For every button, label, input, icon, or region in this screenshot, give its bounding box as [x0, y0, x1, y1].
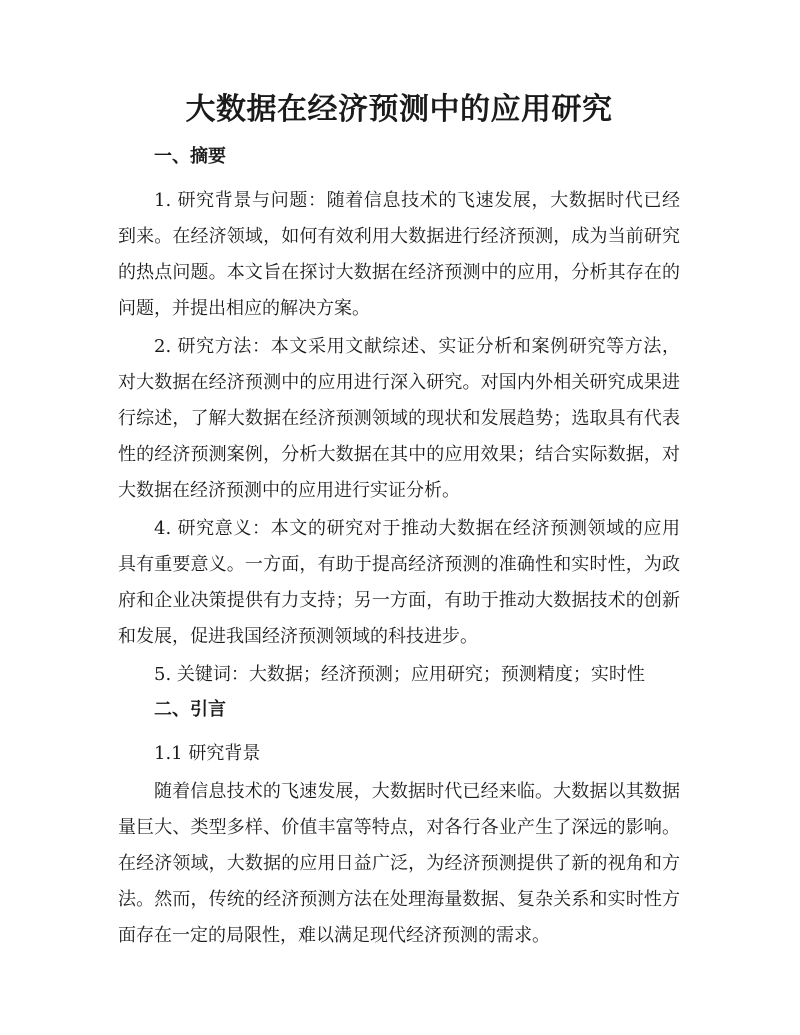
- abstract-paragraph-background: 1. 研究背景与问题：随着信息技术的飞速发展，大数据时代已经到来。在经济领域，如何有效利用大数据进行经济预测，成为当前研究的热点问题。本文旨在探讨大数据在经济预测中的应用，分析其存在的问题，并提出相应的解决方案。: [118, 190, 680, 319]
- section-heading-abstract: 一、摘要: [154, 146, 226, 167]
- abstract-paragraph-methods: 2. 研究方法：本文采用文献综述、实证分析和案例研究等方法，对大数据在经济预测中的应用进行深入研究。对国内外相关研究成果进行综述，了解大数据在经济预测领域的现状和发展趋势；选取具有代表性的经济预测案例，分析大数据在其中的应用效果；结合实际数据，对大数据在经济预测中的应用进行实证分析。: [118, 336, 680, 501]
- abstract-paragraph-significance: 4. 研究意义：本文的研究对于推动大数据在经济预测领域的应用具有重要意义。一方面，有助于提高经济预测的准确性和实时性，为政府和企业决策提供有力支持；另一方面，有助于推动大数据技术的创新和发展，促进我国经济预测领域的科技进步。: [118, 518, 680, 647]
- abstract-paragraph-keywords: 5. 关键词：大数据；经济预测；应用研究；预测精度；实时性: [154, 664, 645, 685]
- subsection-heading-background: 1.1 研究背景: [154, 743, 261, 764]
- document-page: [118, 88, 680, 956]
- section-heading-introduction: 二、引言: [154, 699, 226, 720]
- document-title: 大数据在经济预测中的应用研究: [185, 92, 613, 127]
- introduction-paragraph: 随着信息技术的飞速发展，大数据时代已经来临。大数据以其数据量巨大、类型多样、价值丰富等特点，对各行各业产生了深远的影响。在经济领域，大数据的应用日益广泛，为经济预测提供了新的视角和方法。然而，传统的经济预测方法在处理海量数据、复杂关系和实时性方面存在一定的局限性，难以满足现代经济预测的需求。: [118, 781, 680, 946]
